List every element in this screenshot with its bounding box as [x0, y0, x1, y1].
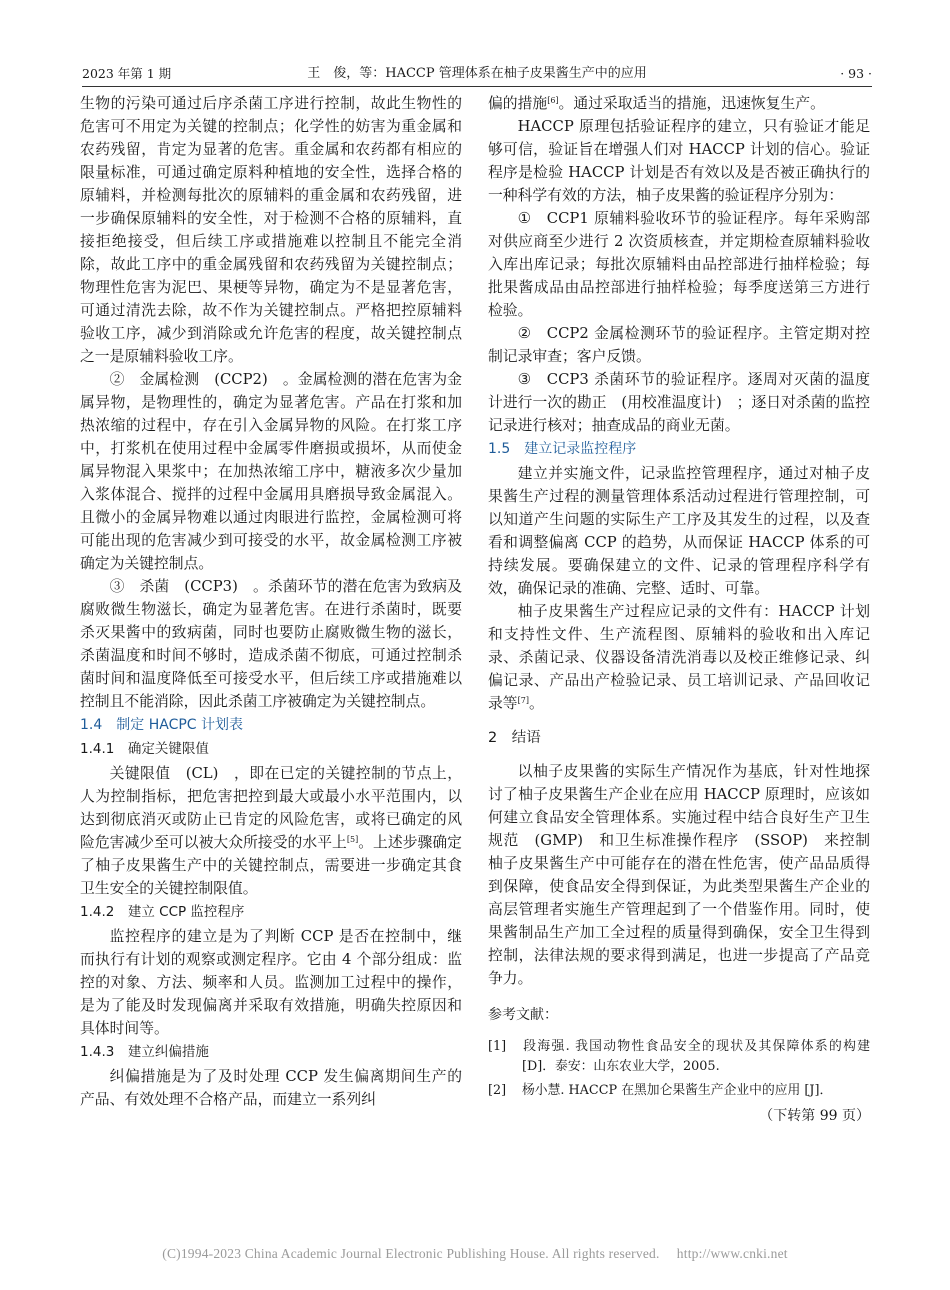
- list-item-ccp2-verify: ② CCP2 金属检测环节的验证程序。主管定期对控制记录审查；客户反馈。: [488, 325, 870, 365]
- running-header: [82, 64, 872, 84]
- subsection-heading-1-4-3: 1.4.3 建立纠偏措施: [80, 1044, 209, 1060]
- section-heading-2: 2 结语: [488, 730, 541, 746]
- citation-ref[interactable]: [6]: [547, 96, 559, 105]
- subsection-heading-1-4-2: 1.4.2 建立 CCP 监控程序: [80, 904, 245, 920]
- copyright-footer: (C)1994-2023 China Academic Journal Electronic Publishing House. All rights reserved. http://www.cnki.net: [162, 1246, 788, 1261]
- paragraph: HACCP 原理包括验证程序的建立，只有验证才能足够可信，验证旨在增强人们对 HACCP 计划的信心。验证程序是检验 HACCP 计划是否有效以及是否被正确执行的一种科学有效的方法，柚子皮果酱的验证程序分别为：: [488, 118, 870, 204]
- list-item-ccp1-verify: ① CCP1 原辅料验收环节的验证程序。每年采购部对供应商至少进行 2 次资质核查，并定期检查原辅料验收入库出库记录；每批次原辅料由品控部进行抽样检验；每批果酱成品由品控部进行抽样检验；每季度送第三方进行检验。: [488, 210, 870, 319]
- article-running-title: 王 俊，等：HACCP 管理体系在柚子皮果酱生产中的应用: [307, 66, 647, 81]
- list-item-ccp2: ② 金属检测 (CCP2) 。金属检测的潜在危害为金属异物，是物理性的，确定为显著危害。产品在打浆和加热浓缩的过程中，存在引入金属异物的风险。在打浆工序中，打浆机在使用过程中金属零件磨损或损坏，从而使金属异物混入果浆中；在加热浓缩工序中，糖液多次少量加入浆体混合、搅拌的过程中金属用具磨损导致金属混入。且微小的金属异物难以通过肉眼进行监控，金属检测可将可能出现的危害减少到可接受的水平，故金属检测工序被确定为关键控制点。: [80, 371, 462, 572]
- paragraph: 关键限值 (CL) ，即在已定的关键控制的节点上，人为控制指标，把危害把控到最大或最小水平范围内，以达到彻底消灭或防止已肯定的风险危害，或将已确定的风险危害减少至可以被大众所接受的水平上[5]。上述步骤确定了柚子皮果酱生产中的关键控制点，需要进一步确定其食卫生安全的关键控制限值。: [80, 765, 462, 897]
- section-heading-1-4: 1.4 制定 HACPC 计划表: [80, 717, 244, 733]
- citation-ref[interactable]: [7]: [517, 696, 529, 705]
- section-heading-1-5: 1.5 建立记录监控程序: [488, 441, 637, 457]
- paragraph: 偏的措施[6]。通过采取适当的措施，迅速恢复生产。: [488, 95, 825, 112]
- paragraph: 生物的污染可通过后序杀菌工序进行控制，故此生物性的危害可不用定为关键的控制点；化学性的妨害为重金属和农药残留，肯定为显著的危害。重金属和农药都有相应的限量标准，可通过确定原料种植地的安全性，选择合格的原辅料，并检测每批次的原辅料的重金属和农药残留，进一步确保原辅料的安全性，对于检测不合格的原辅料，直接拒绝接受，但后续工序或措施难以控制且不能完全消除，故此工序中的重金属残留和农药残留为关键控制点；物理性危害为泥巴、果梗等异物，确定为不是显著危害，可通过清洗去除，故不作为关键控制点。严格把控原辅料验收工序，减少到消除或允许危害的程度，故关键控制点之一是原辅料验收工序。: [80, 95, 462, 365]
- references-title: 参考文献：: [488, 1007, 558, 1023]
- page-number: · 93 ·: [840, 66, 872, 81]
- continued-note: （下转第 99 页）: [759, 1108, 870, 1124]
- header-divider: [82, 86, 872, 87]
- subsection-heading-1-4-1: 1.4.1 确定关键限值: [80, 741, 209, 757]
- reference-item: [1] 段海强. 我国动物性食品安全的现状及其保障体系的构建 [D]．泰安：山东农业大学，2005.: [488, 1039, 870, 1074]
- paragraph: 以柚子皮果酱的实际生产情况作为基底，针对性地探讨了柚子皮果酱生产企业在应用 HACCP 原理时，应该如何建立食品安全管理体系。实施过程中结合良好生产卫生规范 (GMP) 和卫生标准操作程序 (SSOP) 来控制柚子皮果酱生产中可能存在的潜在性危害，使产品品质得到保障，使食品安全得到保证，为此类型果酱生产企业的高层管理者实施生产管理起到了一个借鉴作用。同时，使果酱制品生产加工全过程的质量得到确保，安全卫生得到控制，法律法规的要求得到满足，也进一步提高了产品竞争力。: [488, 763, 870, 987]
- paragraph: 建立并实施文件，记录监控管理程序，通过对柚子皮果酱生产过程的测量管理体系活动过程进行管理控制，可以知道产生问题的实际生产工序及其发生的过程，以及查看和调整偏离 CCP 的趋势，从而保证 HACCP 体系的可持续发展。要确保建立的文件、记录的管理程序科学有效，确保记录的准确、完整、适时、可靠。: [488, 465, 870, 597]
- left-column: [80, 92, 462, 1111]
- paragraph: 柚子皮果酱生产过程应记录的文件有：HACCP 计划和支持性文件、生产流程图、原辅料的验收和出入库记录、杀菌记录、仪器设备清洗消毒以及校正维修记录、纠偏记录、产品出产检验记录、员工培训记录、产品回收记录等[7]。: [488, 603, 870, 712]
- reference-item: [2] 杨小慧. HACCP 在黑加仑果酱生产企业中的应用 [J]．: [488, 1083, 833, 1098]
- list-item-ccp3-verify: ③ CCP3 杀菌环节的验证程序。逐周对灭菌的温度计进行一次的勘正 (用校准温度计) ；逐日对杀菌的监控记录进行核对；抽查成品的商业无菌。: [488, 371, 870, 434]
- citation-ref[interactable]: [5]: [346, 835, 359, 844]
- right-column: [488, 92, 870, 1128]
- list-item-ccp3: ③ 杀菌 (CCP3) 。杀菌环节的潜在危害为致病及腐败微生物滋长，确定为显著危害。在进行杀菌时，既要杀灭果酱中的致病菌，同时也要防止腐败微生物的滋长，杀菌温度和时间不够时，造成杀菌不彻底，可通过控制杀菌时间和温度降低至可接受水平，但后续工序或措施难以控制且不能消除，因此杀菌工序被确定为关键控制点。: [80, 578, 462, 710]
- paragraph: 监控程序的建立是为了判断 CCP 是否在控制中，继而执行有计划的观察或测定程序。它由 4 个部分组成：监控的对象、方法、频率和人员。监测加工过程中的操作，是为了能及时发现偏离并采取有效措施，明确失控原因和具体时间等。: [80, 928, 462, 1037]
- paragraph: 纠偏措施是为了及时处理 CCP 发生偏离期间生产的产品、有效处理不合格产品，而建立一系列纠: [80, 1068, 462, 1108]
- journal-issue: 2023 年第 1 期: [82, 66, 172, 81]
